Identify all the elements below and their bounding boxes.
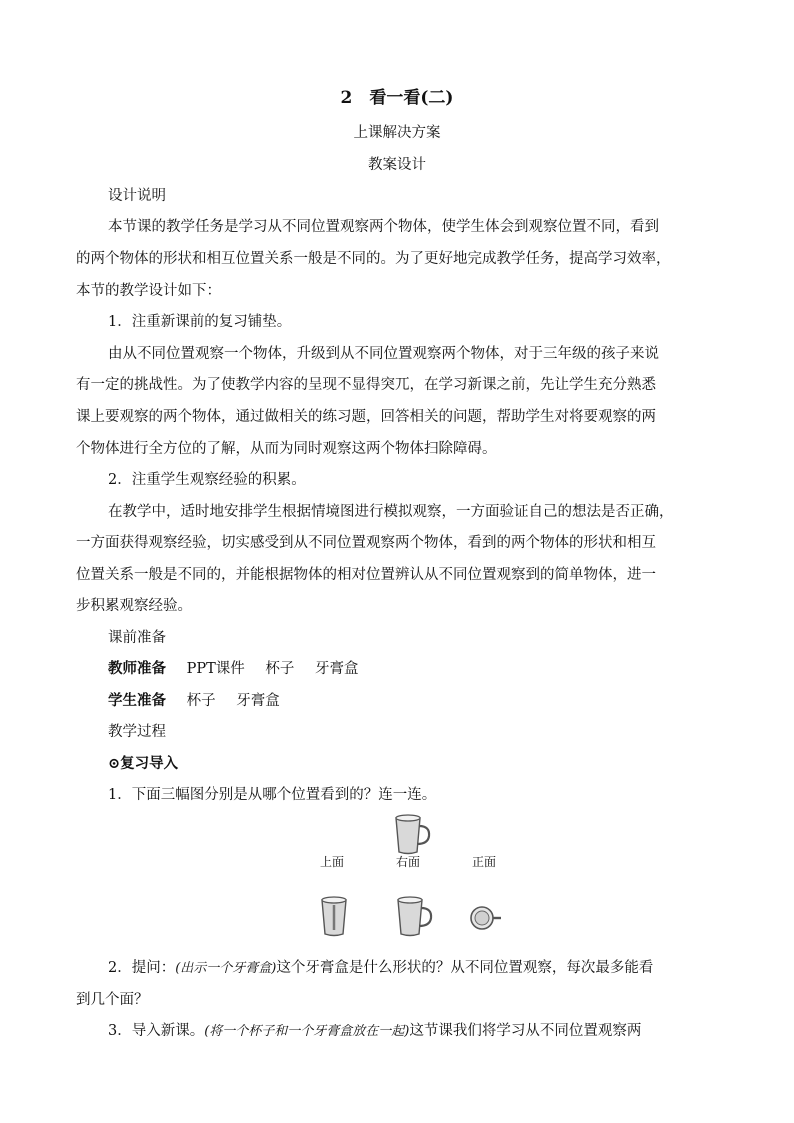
question-3 (108, 1021, 641, 1042)
question-2-cont: 到几个面？ (76, 992, 149, 1008)
point1-line-4: 个物体进行全方位的了解，从而为同时观察这两个物体扫除障碍。 (76, 441, 497, 457)
label-top-view: 上面 (320, 855, 345, 869)
point2-line-4: 步积累观察经验。 (76, 598, 192, 614)
intro-line-3: 本节的教学设计如下： (76, 283, 221, 299)
question-2-text: 这个牙膏盒是什么形状的？从不同位置观察，每次最多能看 (276, 960, 654, 976)
point2-line-3: 位置关系一般是不同的，并能根据物体的相对位置辨认从不同位置观察到的简单物体，进一 (76, 567, 656, 583)
student-item: 牙膏盒 (236, 693, 280, 709)
question-3-text: 这节课我们将学习从不同位置观察两 (409, 1023, 642, 1039)
teacher-item: PPT课件 (186, 661, 245, 677)
process-heading: 教学过程 (108, 724, 166, 740)
intro-line-2: 的两个物体的形状和相互位置关系一般是不同的。为了更好地完成教学任务，提高学习效率， (76, 251, 671, 267)
cup-with-handle-icon (396, 815, 429, 854)
page-title: 2 看一看(二) (340, 88, 454, 108)
point1-line-1: 由从不同位置观察一个物体，升级到从不同位置观察两个物体，对于三年级的孩子来说 (108, 346, 659, 362)
subtitle-lesson-plan: 教案设计 (368, 157, 426, 173)
label-right-view: 右面 (396, 855, 421, 869)
point1-line-3: 课上要观察的两个物体，通过做相关的练习题，回答相关的问题，帮助学生对将要观察的两 (76, 409, 656, 425)
point2-title: 2．注重学生观察经验的积累。 (108, 472, 306, 488)
intro-line-1: 本节课的教学任务是学习从不同位置观察两个物体，使学生体会到观察位置不同，看到 (108, 219, 659, 235)
cup-side-view-icon (398, 897, 431, 936)
cup-front-view-icon (322, 897, 346, 936)
question-3-note: (将一个杯子和一个牙膏盒放在一起) (204, 1024, 410, 1039)
point1-title: 1．注重新课前的复习铺垫。 (108, 314, 292, 330)
question-2 (108, 958, 653, 979)
point1-line-2: 有一定的挑战性。为了使教学内容的呈现不显得突兀，在学习新课之前，先让学生充分熟悉 (76, 377, 656, 393)
cup-views-figure (316, 810, 508, 942)
teacher-prep-label: 教师准备 (108, 660, 166, 677)
question-2-lead: 2．提问： (108, 960, 176, 976)
subtitle-solution: 上课解决方案 (353, 125, 441, 141)
design-heading: 设计说明 (108, 188, 166, 204)
prep-heading: 课前准备 (108, 630, 166, 646)
label-front-view: 正面 (472, 855, 497, 869)
point2-line-2: 一方面获得观察经验，切实感受到从不同位置观察两个物体，看到的两个物体的形状和相互 (76, 535, 656, 551)
cup-top-view-icon (471, 907, 501, 929)
question-3-lead: 3．导入新课。 (108, 1023, 205, 1039)
teacher-item: 杯子 (265, 661, 295, 677)
cup-views-drawing (316, 810, 508, 942)
teacher-prep (108, 659, 359, 679)
student-prep-label: 学生准备 (108, 692, 166, 709)
question-2-note: (出示一个牙膏盒) (175, 961, 277, 976)
review-intro-heading: ⊙复习导入 (108, 755, 179, 772)
teacher-item: 牙膏盒 (315, 661, 359, 677)
student-prep (108, 691, 280, 711)
point2-line-1: 在教学中，适时地安排学生根据情境图进行模拟观察，一方面验证自己的想法是否正确， (108, 504, 674, 520)
question-1: 1．下面三幅图分别是从哪个位置看到的？连一连。 (108, 787, 437, 803)
student-item: 杯子 (186, 693, 216, 709)
